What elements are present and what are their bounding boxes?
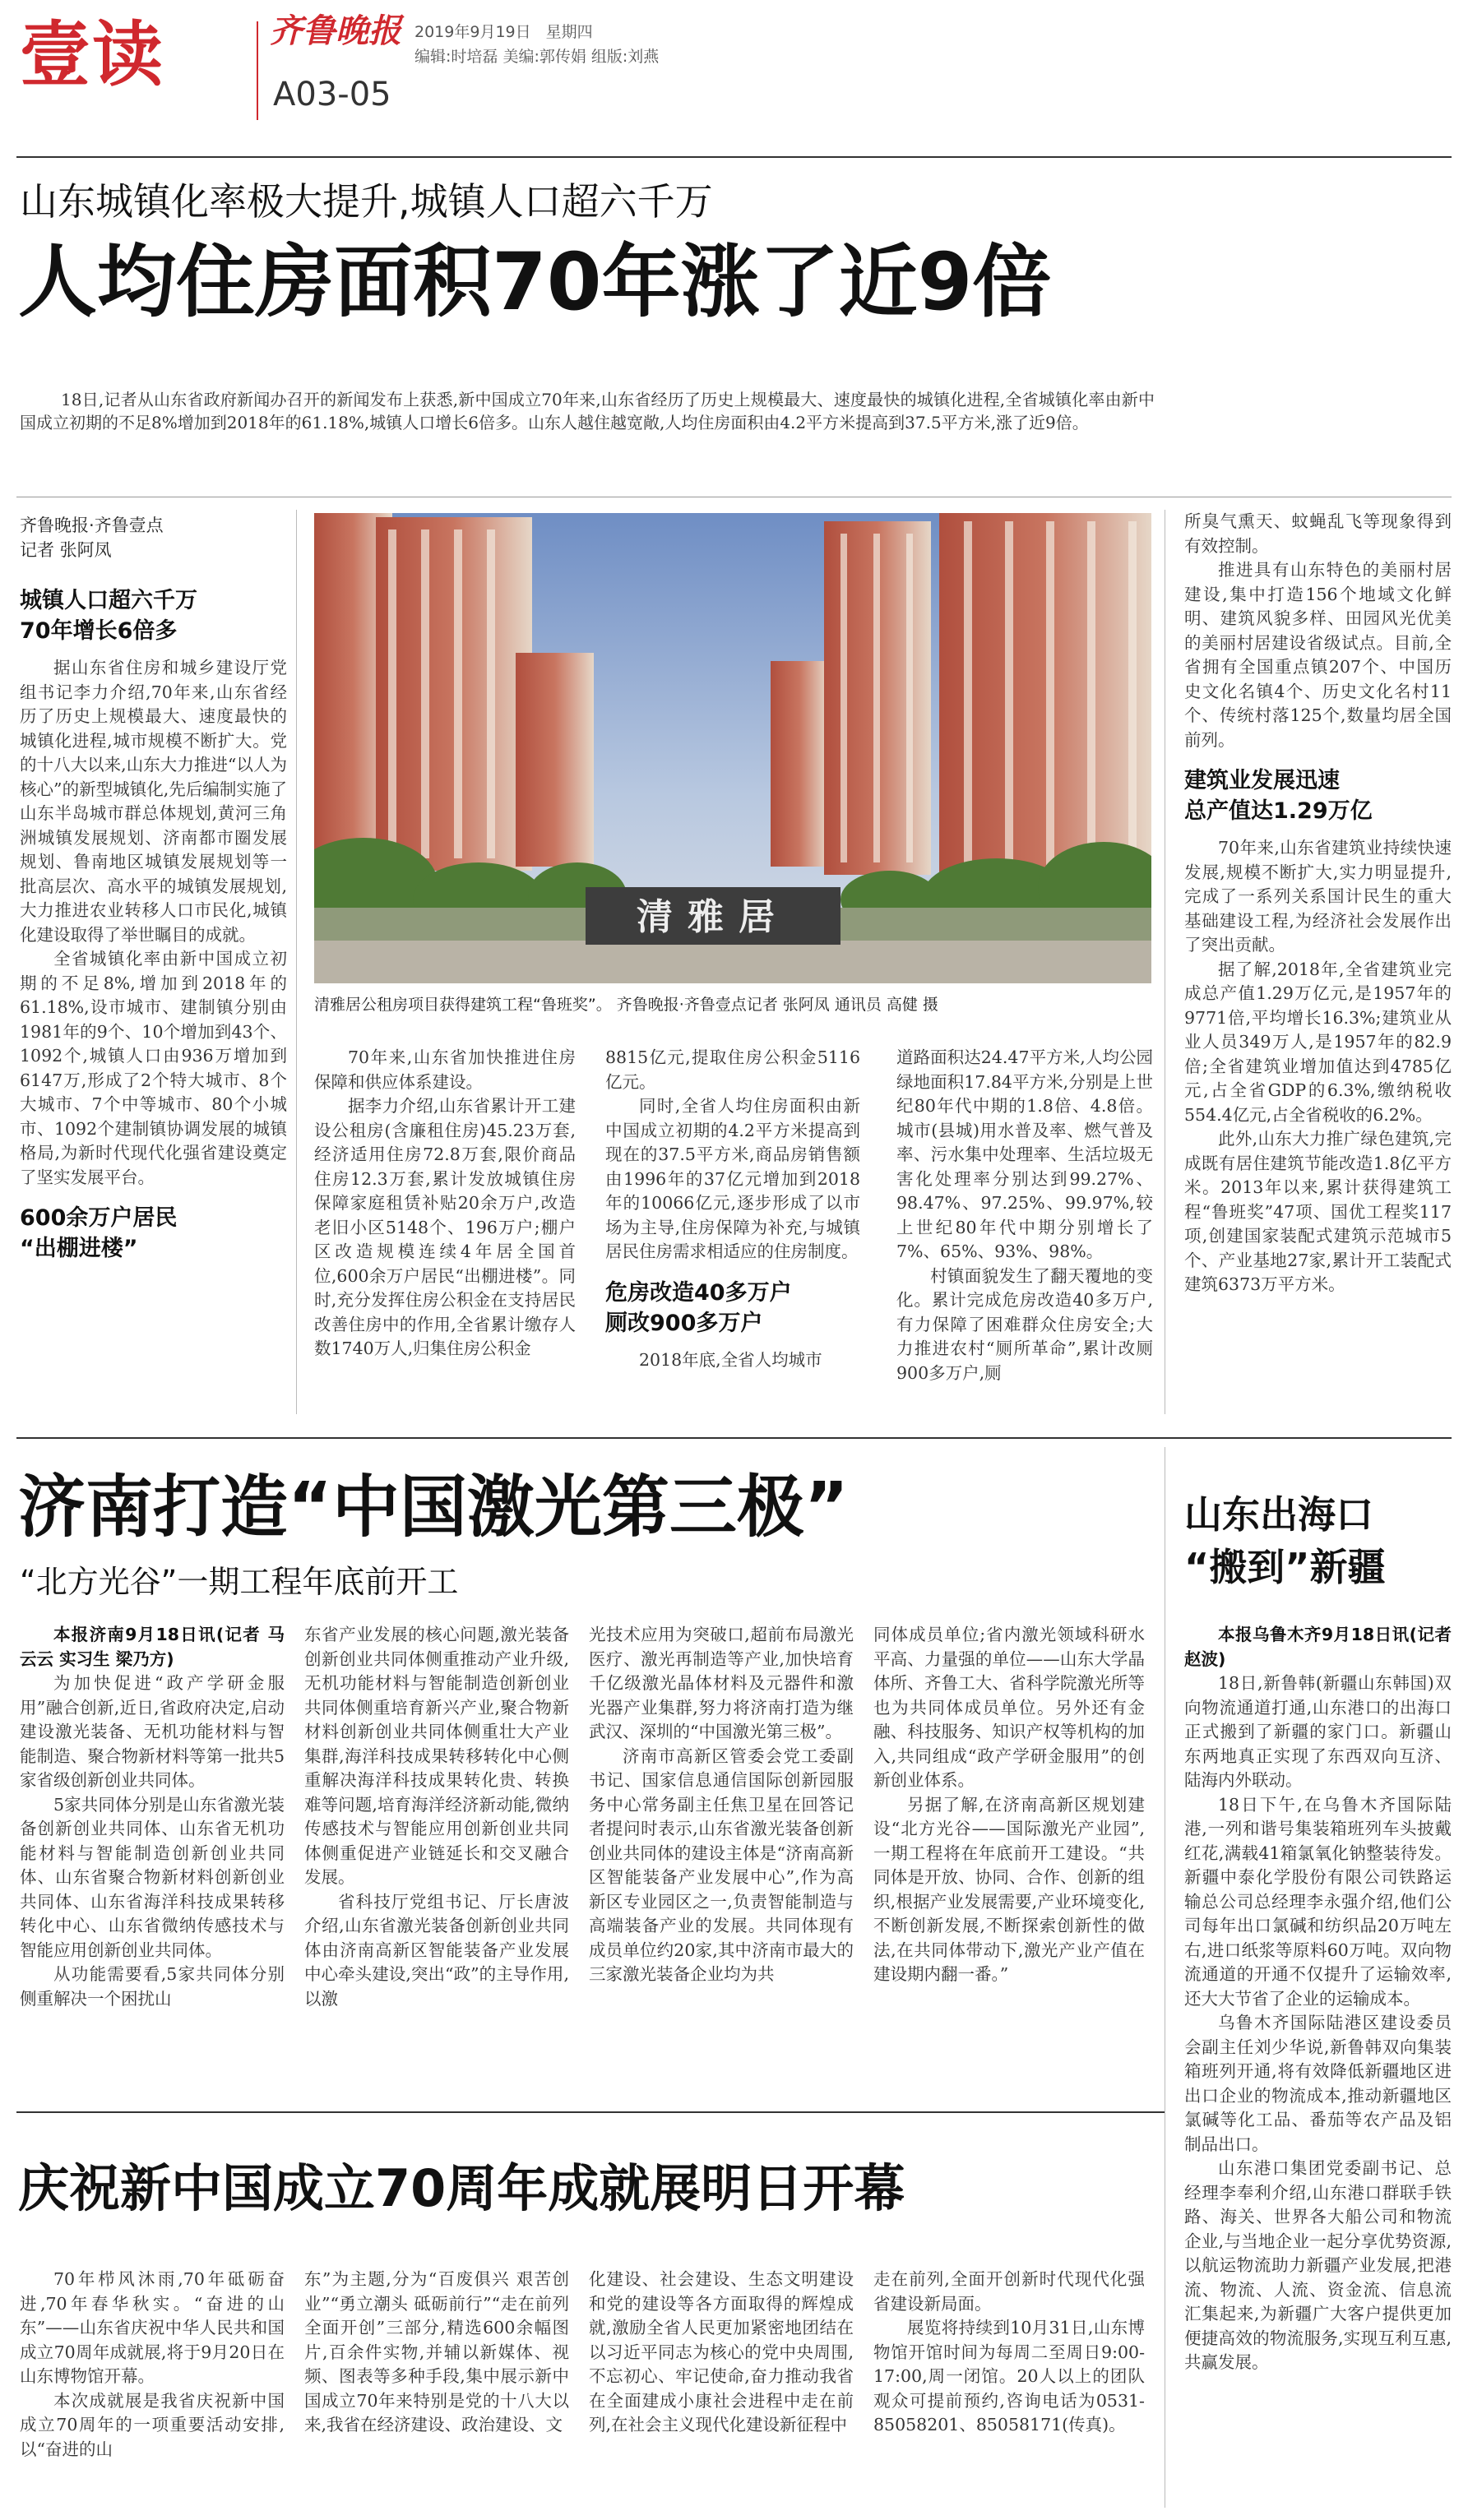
column-rule-1 [296,510,297,1414]
page-number: A03-05 [273,76,391,113]
story1-c3-p2: 同时,全省人均住房面积由新中国成立初期的4.2平方米提高到现在的37.5平方米,商品房销售额由1996年的37亿元增加到2018年的10066亿元,逐步形成了以市场为主导,住房保障为补充,与城镇居民住房需求相适应的住房制度。 [605,1096,860,1261]
story2-c1-p1: 为加快促进“政产学研金服用”融合创新,近日,省政府决定,启动建设激光装备、无机功能材料与智能制造、聚合物新材料等第一批共5家省级创新创业共同体。 [20,1673,285,1790]
story2-column-3 [589,1623,854,2083]
story1-c3-p3: 2018年底,全省人均城市 [639,1349,822,1370]
story1-photo-caption: 清雅居公租房项目获得建筑工程“鲁班奖”。 齐鲁晚报·齐鲁壹点记者 张阿凤 通讯员 高健 摄 [314,996,938,1014]
newspaper-logo: 齐鲁晚报 [270,12,401,50]
story1-subhead-2: 600余万户居民 “出棚进楼” [20,1205,178,1261]
story4-c1-p1: 70年栉风沐雨,70年砥砺奋进,70年春华秋实。“奋进的山东”——山东省庆祝中华人民共和国成立70周年成就展,将于9月20日在山东博物馆开幕。 [20,2269,285,2386]
story1-column-5 [1184,510,1452,1414]
story1-column-3 [605,1046,860,1416]
story3-p4: 山东港口集团党委副书记、总经理李奉利介绍,山东港口群联手铁路、海关、世界各大船公司和物流企业,与当地企业一起分享优势资源,以航运物流助力新疆产业发展,把港流、物流、人流、资金流、信息流汇集起来,为新疆广大客户提供更加便捷高效的物流服务,实现互利互惠,共赢发展。 [1184,2158,1452,2372]
story1-c4-p1: 道路面积达24.47平方米,人均公园绿地面积17.84平方米,分别是上世纪80年代中期的1.8倍、4.8倍。城市(县城)用水普及率、燃气普及率、污水集中处理率、生活垃圾无害化处理率分别达到99.27%、98.47%、97.25%、99.97%,较上世纪80年代中期分别增长了7%、65%、93%、98%。 [896,1047,1153,1261]
story1-column-4 [896,1046,1153,1416]
story2-c3-p2: 济南市高新区管委会党工委副书记、国家信息通信国际创新园服务中心常务副主任焦卫星在回答记者提问时表示,山东省激光装备创新创业共同体的建设主体是“济南高新区智能装备产业发展中心”,作为高新区专业园区之一,负责智能制造与高端装备产业的发展。共同体现有成员单位约20家,其中济南市最大的三家激光装备企业均为共 [589,1746,854,1984]
story1-c5-p1: 所臭气熏天、蚊蝇乱飞等现象得到有效控制。 [1184,511,1452,556]
story2-column-1 [20,1623,285,2083]
apartment-complex-photo [314,513,1151,983]
story1-headline: 人均住房面积70年涨了近9倍 [18,236,1052,328]
story2-c4-p1: 同体成员单位;省内激光领域科研水平高、力量强的单位——山东大学晶体所、齐鲁工大、省科学院激光所等也为共同体成员单位。另外还有金融、科技服务、知识产权等机构的加入,共同组成“政产学研金服用”的创新创业体系。 [873,1625,1145,1790]
story4-column-2 [304,2268,569,2511]
story4-c2-p1: 东”为主题,分为“百废俱兴 艰苦创业”“勇立潮头 砥砺前行”“走在前列 全面开创”三部分,精选600余幅图片,百余件实物,并辅以新媒体、视频、图表等多种手段,集中展示新中国成立70年来特别是党的十八大以来,我省在经济建设、政治建设、文 [304,2269,569,2434]
story4-c3-p1: 化建设、社会建设、生态文明建设和党的建设等各方面取得的辉煌成就,激励全省人民更加紧密地团结在以习近平同志为核心的党中央周围,不忘初心、牢记使命,奋力推动我省在全面建成小康社会进程中走在前列,在社会主义现代化建设新征程中 [589,2269,854,2434]
story4-column-4 [873,2268,1145,2511]
byline-reporter: 记者 张阿凤 [20,540,112,560]
story4-c4-p2: 展览将持续到10月31日,山东博物馆开馆时间为每周二至周日9:00-17:00,周一闭馆。20人以上的团队观众可提前预约,咨询电话为0531-85058201、85058171(传真)。 [873,2318,1145,2434]
story1-c5-p5: 此外,山东大力推广绿色建筑,完成既有居住建筑节能改造1.8亿平方米。2013年以来,累计获得建筑工程“鲁班奖”47项、国优工程奖117项,创建国家装配式建筑示范城市5个、产业基地27家,累计开工装配式建筑6373万平方米。 [1184,1129,1452,1294]
entrance-sign [586,887,841,945]
story1-c1-p2: 全省城镇化率由新中国成立初期的不足8%,增加到2018年的61.18%,设市城市、建制镇分别由1981年的9个、10个增加到43个、1092个,城镇人口由936万增加到6147万,形成了2个特大城市、8个大城市、7个中等城市、80个小城市、1092个建制镇协调发展的城镇格局,为新时代现代化强省建设奠定了坚实发展平台。 [20,949,287,1187]
masthead-divider [257,21,258,120]
weekday-text: 星期四 [545,23,593,41]
story1-kicker: 山东城镇化率极大提升,城镇人口超六千万 [20,179,713,224]
story2-byline: 本报济南9月18日讯(记者 马云云 实习生 梁乃方) [20,1625,285,1669]
story2-c1-p2: 5家共同体分别是山东省激光装备创新创业共同体、山东省无机功能材料与智能制造创新创业共同体、山东省聚合物新材料创新创业共同体、山东省海洋科技成果转移转化中心、山东省微纳传感技术与智能应用创新创业共同体。 [20,1794,285,1960]
story2-column-4 [873,1623,1145,2083]
staff-credits: 编辑:时培磊 美编:郭传娟 组版:刘燕 [414,48,660,66]
story4-c1-p2: 本次成就展是我省庆祝新中国成立70周年的一项重要活动安排,以“奋进的山 [20,2390,285,2459]
story2-column-2 [304,1623,569,2083]
issue-date [414,20,593,42]
story3-p3: 乌鲁木齐国际陆港区建设委员会副主任刘少华说,新鲁韩双向集装箱班列开通,将有效降低新疆地区进出口企业的物流成本,推动新疆地区氯碱等化工品、番茄等农产品及铝制品出口。 [1184,2013,1452,2154]
story3-byline: 本报乌鲁木齐9月18日讯(记者 赵波) [1184,1625,1452,1669]
story1-c2-p1: 70年来,山东省加快推进住房保障和供应体系建设。 [314,1047,576,1092]
story3-headline: 山东出海口 “搬到”新疆 [1184,1492,1386,1589]
story1-c1-p1: 据山东省住房和城乡建设厅党组书记李力介绍,70年来,山东省经历了历史上规模最大、速度最快的城镇化进程,城市规模不断扩大。党的十八大以来,山东大力推进“以人为核心”的新型城镇化,先后编制实施了山东半岛城市群总体规划,黄河三角洲城镇发展规划、济南都市圈发展规划、鲁南地区城镇发展规划等一批高层次、高水平的城镇发展规划,大力推进农业转移人口市民化,城镇化建设取得了举世瞩目的成就。 [20,658,287,945]
story1-c5-p2: 推进具有山东特色的美丽村居建设,集中打造156个地域文化鲜明、建筑风貌多样、田园风光优美的美丽村居建设省级试点。目前,全省拥有全国重点镇207个、中国历史文化名镇4个、历史文化名村11个、传统村落125个,数量均居全国前列。 [1184,560,1452,750]
story1-subhead-1: 城镇人口超六千万 70年增长6倍多 [20,588,197,644]
section-rule-2 [16,2111,1165,2113]
section-rule-1 [16,1437,1452,1439]
story2-subhead: “北方光谷”一期工程年底前开工 [20,1564,459,1600]
story1-column-2 [314,1046,576,1416]
story2-c2-p1: 东省产业发展的核心问题,激光装备创新创业共同体侧重推动产业升级,无机功能材料与智能制造创新创业共同体侧重培育新兴产业,聚合物新材料创新创业共同体侧重壮大产业集群,海洋科技成果转移转化中心侧重解决海洋科技成果转化贵、转换难等问题,培育海洋经济新动能,微纳传感技术与智能应用创新创业共同体侧重促进产业链延长和交叉融合发展。 [304,1625,569,1887]
story4-headline: 庆祝新中国成立70周年成就展明日开幕 [18,2158,905,2218]
date-text: 2019年9月19日 [414,23,531,41]
story2-c2-p2: 省科技厅党组书记、厅长唐波介绍,山东省激光装备创新创业共同体由济南高新区智能装备产业发展中心牵头建设,突出“政”的主导作用,以激 [304,1891,569,2009]
story1-c4-p2: 村镇面貌发生了翻天覆地的变化。累计完成危房改造40多万户,有力保障了困难群众住房安全;大力推进农村“厕所革命”,累计改厕900多万户,厕 [896,1265,1153,1383]
tower-mid-left [516,653,594,867]
section-title: 壹读 [20,14,164,96]
entrance-sign-text: 清雅居 [637,896,790,938]
byline-outlet: 齐鲁晚报·齐鲁壹点 [20,516,164,535]
story4-column-1 [20,2268,285,2511]
story1-subhead-3: 危房改造40多万户 厕改900多万户 [605,1279,792,1336]
story1-subhead-4: 建筑业发展迅速 总产值达1.29万亿 [1184,768,1373,824]
story2-c4-p2: 另据了解,在济南高新区规划建设“北方光谷——国际激光产业园”,一期工程将在年底前开工建设。“共同体是开放、协同、合作、创新的组织,根据产业发展需要,产业环境变化,不断创新发展,不断探索创新性的做法,在共同体带动下,激光产业产值在建设期内翻一番。” [873,1794,1145,1984]
story1-column-1 [20,585,287,1416]
story1-c3-p1: 8815亿元,提取住房公积金5116亿元。 [605,1047,860,1092]
story1-byline [20,513,164,562]
story1-c5-p4: 据了解,2018年,全省建筑业完成总产值1.29万亿元,是1957年的9771倍,平均增长16.3%;建筑业从业人员349万人,是1957年的82.9倍;全省建筑业增加值达到4785亿元,占全省GDP的6.3%,缴纳税收554.4亿元,占全省税收的6.2%。 [1184,959,1452,1125]
story4-column-3 [589,2268,854,2511]
story2-headline: 济南打造“中国激光第三极” [18,1468,849,1547]
tower-center-back [771,661,828,867]
story3-body [1184,1623,1452,2511]
story1-c5-p3: 70年来,山东省建筑业持续快速发展,规模不断扩大,实力明显提升,完成了一系列关系国计民生的重大基础建设工程,为经济社会发展作出了突出贡献。 [1184,838,1452,955]
masthead-rule [16,156,1452,158]
story1-lead-text: 18日,记者从山东省政府新闻办召开的新闻发布上获悉,新中国成立70年来,山东省经历了历史上规模最大、速度最快的城镇化进程,全省城镇化率由新中国成立初期的不足8%增加到2018年的61.18%,城镇人口增长6倍多。山东人越住越宽敞,人均住房面积由4.2平方米提高到37.5平方米,涨了近9倍。 [20,390,1155,432]
story2-c3-p1: 光技术应用为突破口,超前布局激光医疗、激光再制造等产业,加快培育千亿级激光晶体材料及元器件和激光器产业集群,努力将济南打造为继武汉、深圳的“中国激光第三极”。 [589,1625,854,1741]
story1-photo [314,513,1151,983]
story3-p2: 18日下午,在乌鲁木齐国际陆港,一列和谐号集装箱班列车头披戴红花,满载41箱氯氧化钠整装待发。新疆中泰化学股份有限公司铁路运输总公司总经理李永强介绍,他们公司每年出口氯碱和纺织品20万吨左右,进口纸浆等原料60万吨。双向物流通道的开通不仅提升了运输效率,还大大节省了企业的运输成本。 [1184,1794,1452,2009]
story2-c1-p3: 从功能需要看,5家共同体分别侧重解决一个困扰山 [20,1964,285,2009]
story3-p1: 18日,新鲁韩(新疆山东韩国)双向物流通道打通,山东港口的出海口正式搬到了新疆的家门口。新疆山东两地真正实现了东西双向互济、陆海内外联动。 [1184,1673,1452,1790]
story1-c2-p2: 据李力介绍,山东省累计开工建设公租房(含廉租住房)45.23万套,经济适用住房72.8万套,限价商品住房12.3万套,累计发放城镇住房保障家庭租赁补贴20余万户,改造老旧小区5148个、196万户;棚户区改造规模连续4年居全国首位,600余万户居民“出棚进楼”。同时,充分发挥住房公积金在支持居民改善住房中的作用,全省累计缴存人数1740万人,归集住房公积金 [314,1096,576,1358]
story4-c4-p1: 走在前列,全面开创新时代现代化强省建设新局面。 [873,2269,1145,2314]
story1-lead [20,388,1155,434]
